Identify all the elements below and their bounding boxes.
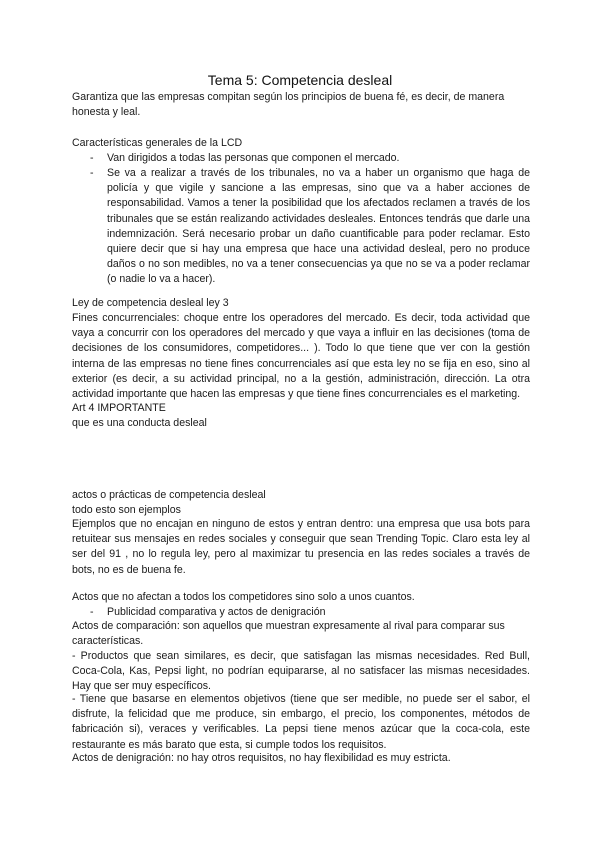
page-title: Tema 5: Competencia desleal <box>207 72 393 88</box>
art4-heading: Art 4 IMPORTANTE <box>72 402 166 414</box>
intro-paragraph: Garantiza que las empresas compitan según los principios de buena fé, es decir, de manera honesta y leal. <box>72 91 505 119</box>
actos-heading: actos o prácticas de competencia desleal <box>72 489 266 501</box>
section-heading-caracteristicas: Características generales de la LCD <box>72 137 243 149</box>
elementos-objetivos-paragraph: - Tiene que basarse en elementos objetivos (tiene que ser medible, no puede ser el sabor, el disfrute, la felicidad que me produce, sin embargo, el precio, los componentes, métodos de fabricación si), veraces y verificables. La pepsi tiene menos azúcar que la coca-cola, este restaurante es más barato que esta, si cumple todos los requisitos. <box>72 693 530 751</box>
bullet-dash: - <box>90 152 94 164</box>
actos-comparacion-paragraph: Actos de comparación: son aquellos que muestran expresamente al rival para comparar sus características. <box>72 620 505 648</box>
art4-subheading: que es una conducta desleal <box>72 417 207 429</box>
bullet-dash: - <box>90 606 94 618</box>
bullet-item <box>90 151 530 166</box>
ejemplos-paragraph: Ejemplos que no encajan en ninguno de estos y entran dentro: una empresa que usa bots para retuitear sus mensajes en redes sociales y conseguir que sean Trending Topic. Claro esta ley al ser del 91 , no lo regula ley, pero al maximizar tu presencia en las redes sociales a través de bots, no es de buena fe. <box>72 518 530 576</box>
ejemplos-note: todo esto son ejemplos <box>72 504 181 516</box>
actos-denigracion-paragraph: Actos de denigración: no hay otros requisitos, no hay flexibilidad es muy estricta. <box>72 752 451 764</box>
bullet-text: Publicidad comparativa y actos de denigración <box>107 606 326 618</box>
fines-concurrenciales-paragraph: Fines concurrenciales: choque entre los operadores del mercado. Es decir, toda actividad que vaya a concurrir con los operadores del mercado y que vaya a influir en las decisiones (toma de decisiones de los consumidores, competidores... ). Todo lo que tiene que ver con la gestión interna de las empresas no tiene fines concurrenciales así que esta ley no se fija en eso, sino al exterior (es decir, a su actividad principal, no a la gestión, administración, dirección. La otra actividad importante que hacen las empresas y que tiene fines concurrenciales es el marketing. <box>72 312 530 401</box>
section-heading-ley: Ley de competencia desleal ley 3 <box>72 297 229 309</box>
bullet-text: Se va a realizar a través de los tribunales, no va a haber un organismo que haga de policía y que vigile y sancione a las empresas, sino que va a haber acciones de responsabilidad. Vamos a tener la posibilidad que los afectados reclamen a través de los tribunales que se están realizando actividades desleales. Entonces tendrás que darle una indemnización. Será necesario probar un daño cuantificable para poder reclamar. Esto quiere decir que si hay una empresa que hace una actividad desleal, pero no produce daños o no son medibles, no va a tener consecuencias ya que no se va a poder reclamar (o nadie lo va a hacer). <box>107 167 530 286</box>
bullet-text: Van dirigidos a todas las personas que componen el mercado. <box>107 152 400 164</box>
bullet-item <box>90 605 530 620</box>
bullet-item <box>90 166 530 288</box>
actos-competidores-line: Actos que no afectan a todos los competidores sino solo a unos cuantos. <box>72 591 415 603</box>
bullet-dash: - <box>90 167 94 179</box>
productos-similares-paragraph: - Productos que sean similares, es decir, que satisfagan las mismas necesidades. Red Bull, Coca-Cola, Kas, Pepsi light, no podrían equipararse, al no satisfacer las mismas necesidades. Hay que ser muy específicos. <box>72 650 530 693</box>
